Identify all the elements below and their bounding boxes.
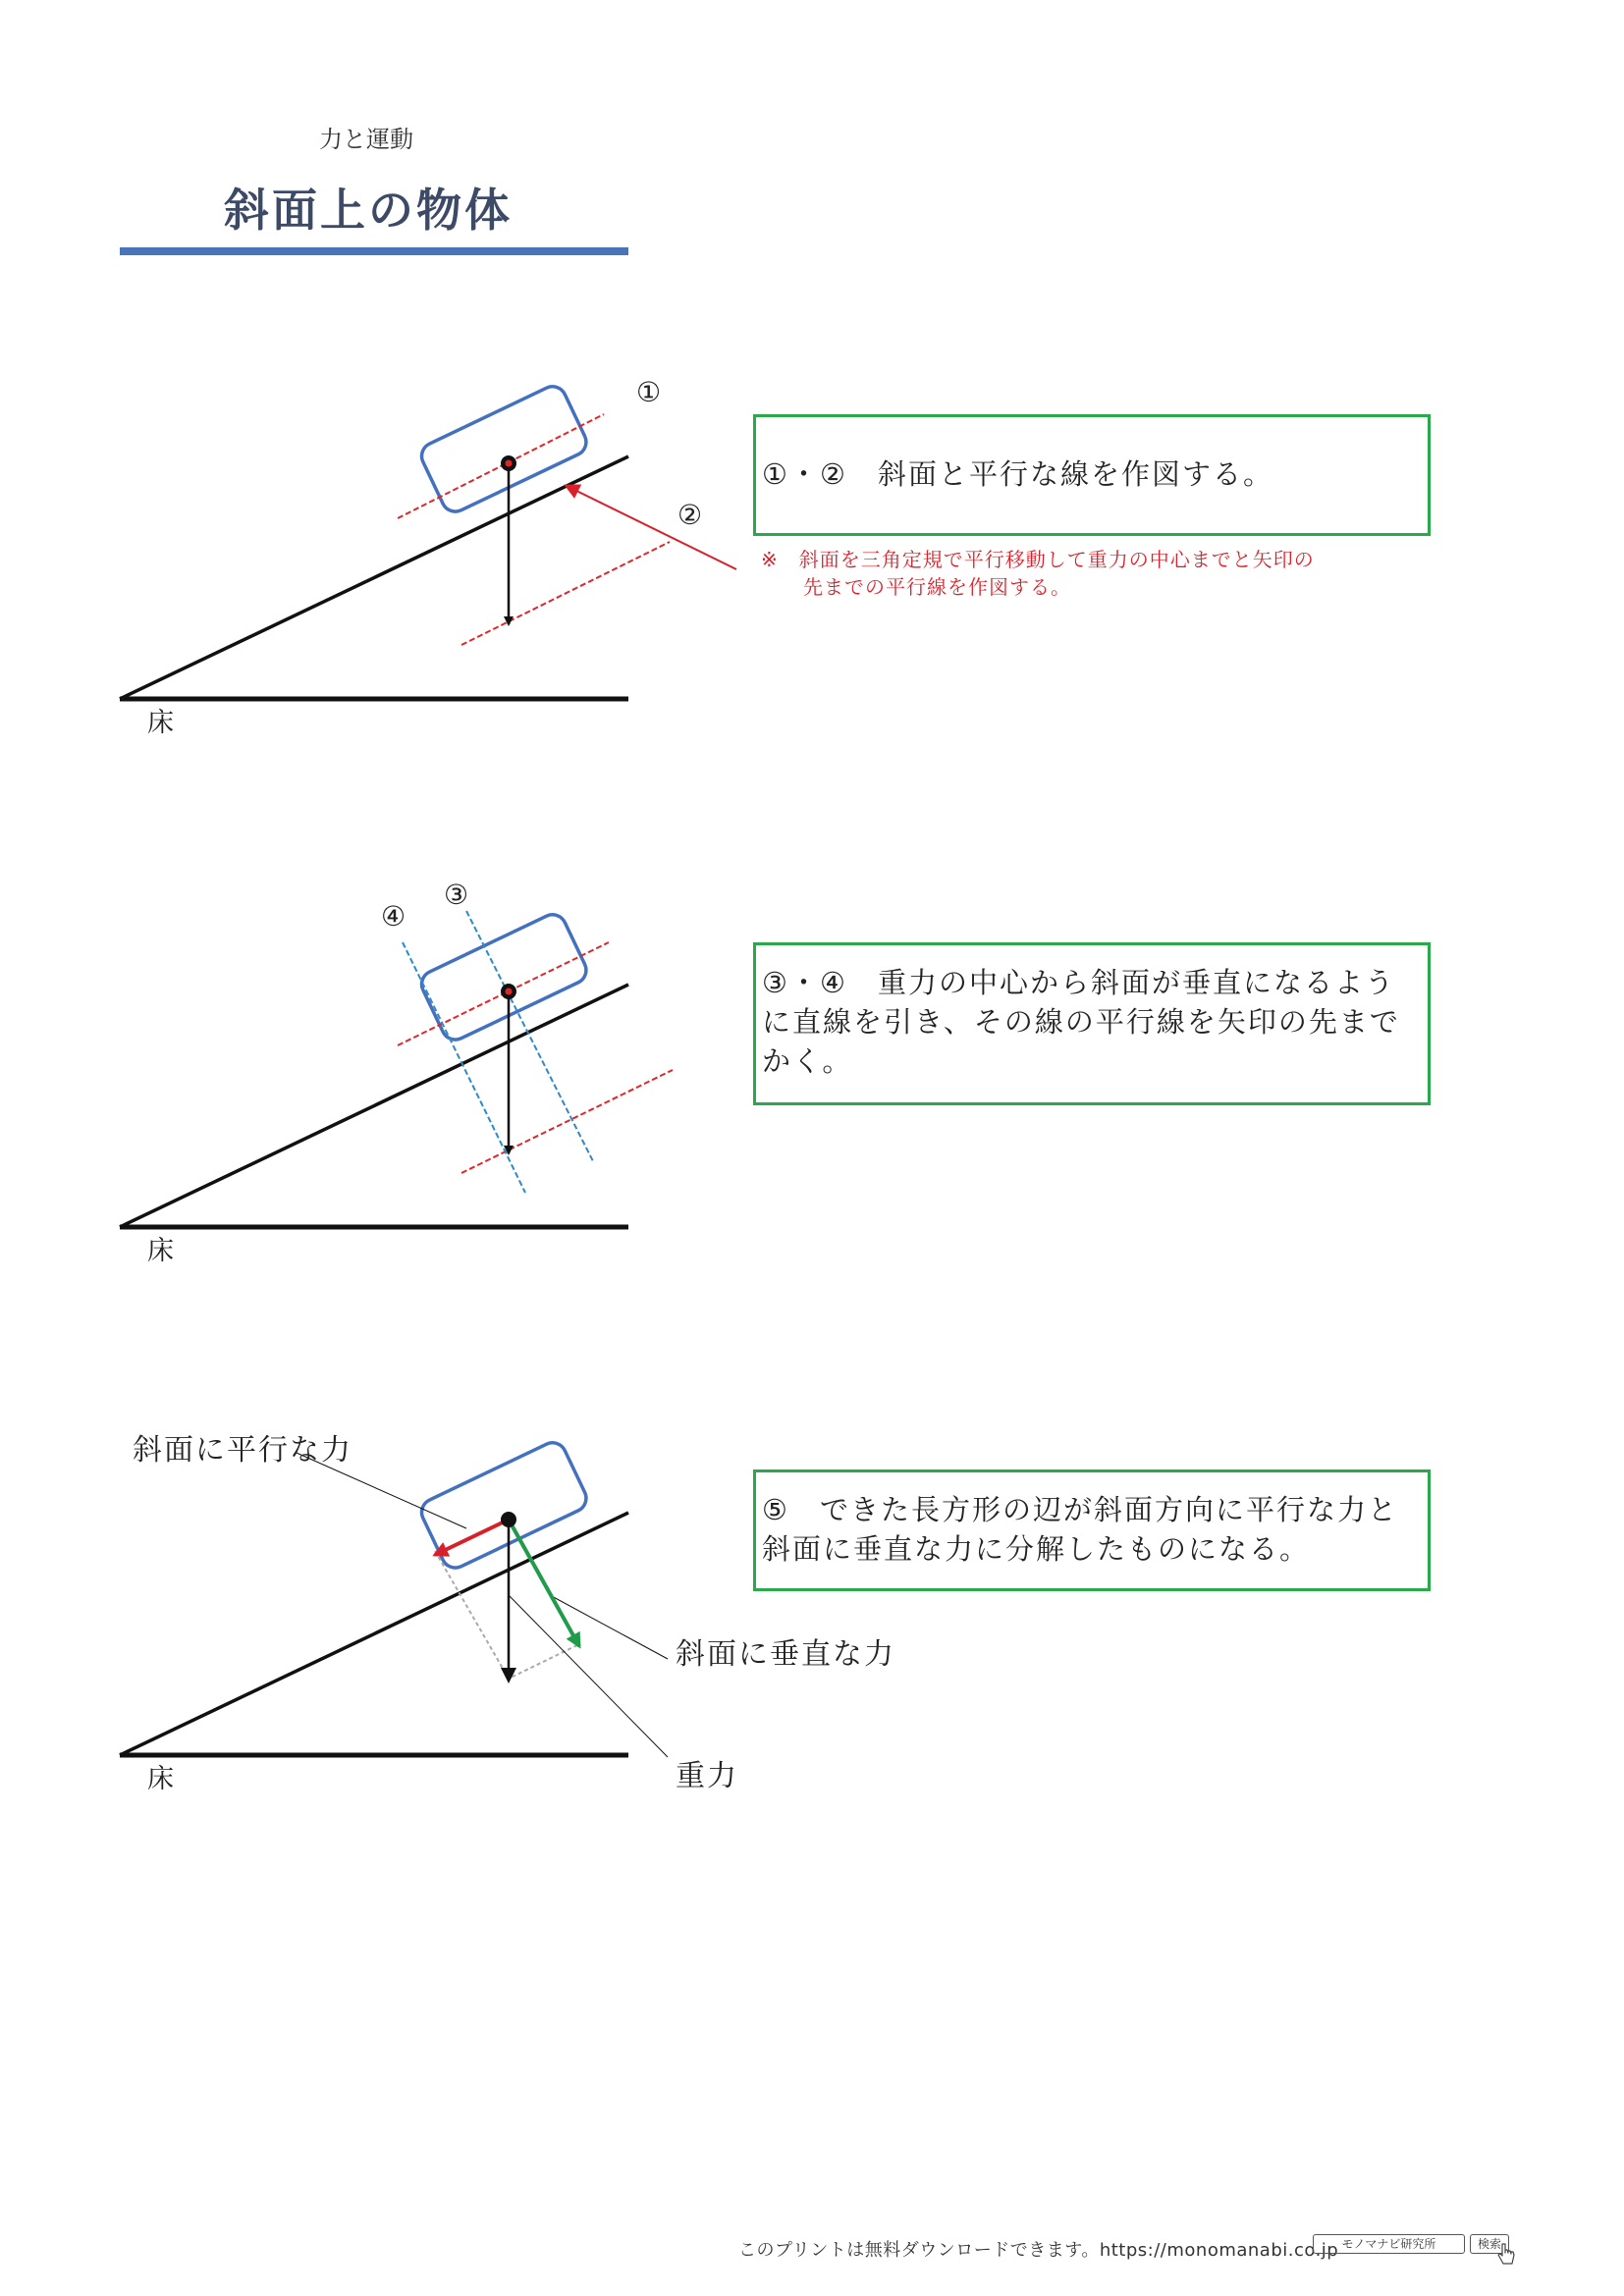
fig3-slope [120, 1513, 628, 1755]
fig2-instruction-line1: ③・④ 重力の中心から斜面が垂直になるよう [762, 966, 1395, 999]
figure2-diagram [120, 910, 673, 1227]
fig3-instruction-box [753, 1469, 1431, 1591]
page-subtitle: 力と運動 [319, 126, 413, 153]
fig1-slope [120, 456, 628, 699]
fig1-block [417, 382, 591, 516]
footer-text: このプリントは無料ダウンロードできます。https://monomanabi.co.jp [738, 2240, 1339, 2261]
figure3-diagram [120, 1438, 668, 1757]
fig2-instruction-box [753, 942, 1431, 1105]
fig3-instruction-line2: 斜面に垂直な力に分解したものになる。 [762, 1532, 1311, 1566]
figure1-diagram [120, 382, 736, 699]
fig1-instruction-box [753, 414, 1431, 536]
fig3-center-dot [501, 1512, 516, 1527]
fig1-red-line-2 [461, 542, 670, 645]
fig1-instruction-text: ①・② 斜面と平行な線を作図する。 [762, 457, 1273, 491]
fig1-label-2: ② [677, 499, 703, 531]
fig3-label-gravity: 重力 [676, 1759, 738, 1793]
fig1-note-line2: 先までの平行線を作図する。 [803, 575, 1071, 599]
page-title: 斜面上の物体 [224, 184, 513, 237]
fig2-center-dot-inner [506, 988, 513, 995]
fig1-floor-label: 床 [147, 708, 174, 738]
fig1-label-1: ① [636, 376, 662, 408]
fig1-center-dot-inner [506, 460, 513, 467]
fig1-red-line-1 [398, 414, 604, 518]
pointer-hand-icon [1495, 2242, 1517, 2268]
fig1-note-line1: ※ 斜面を三角定規で平行移動して重力の中心までと矢印の [761, 548, 1315, 571]
fig3-floor-label: 床 [147, 1764, 174, 1794]
fig3-label-parallel: 斜面に平行な力 [133, 1433, 352, 1468]
fig2-slope [120, 985, 628, 1227]
fig2-instruction-line2: に直線を引き、その線の平行線を矢印の先まで [762, 1005, 1400, 1039]
fig2-blue-line-3 [466, 911, 594, 1163]
fig1-note-arrow [567, 486, 736, 569]
footer-search-box: モノマナビ研究所 [1313, 2234, 1465, 2254]
fig2-red-line-2 [461, 1070, 673, 1173]
fig2-floor-label: 床 [147, 1236, 174, 1266]
fig3-label-perpendicular: 斜面に垂直な力 [676, 1637, 895, 1672]
fig3-perpendicular-force-arrow [509, 1520, 579, 1646]
fig2-instruction-line3: かく。 [762, 1044, 853, 1078]
fig3-leader-gravity [509, 1595, 668, 1757]
fig2-label-3: ③ [444, 879, 469, 911]
fig2-label-4: ④ [381, 900, 406, 933]
footer-search-button: 検索 [1470, 2234, 1509, 2254]
fig3-instruction-line1: ⑤ できた長方形の辺が斜面方向に平行な力と [762, 1493, 1398, 1526]
